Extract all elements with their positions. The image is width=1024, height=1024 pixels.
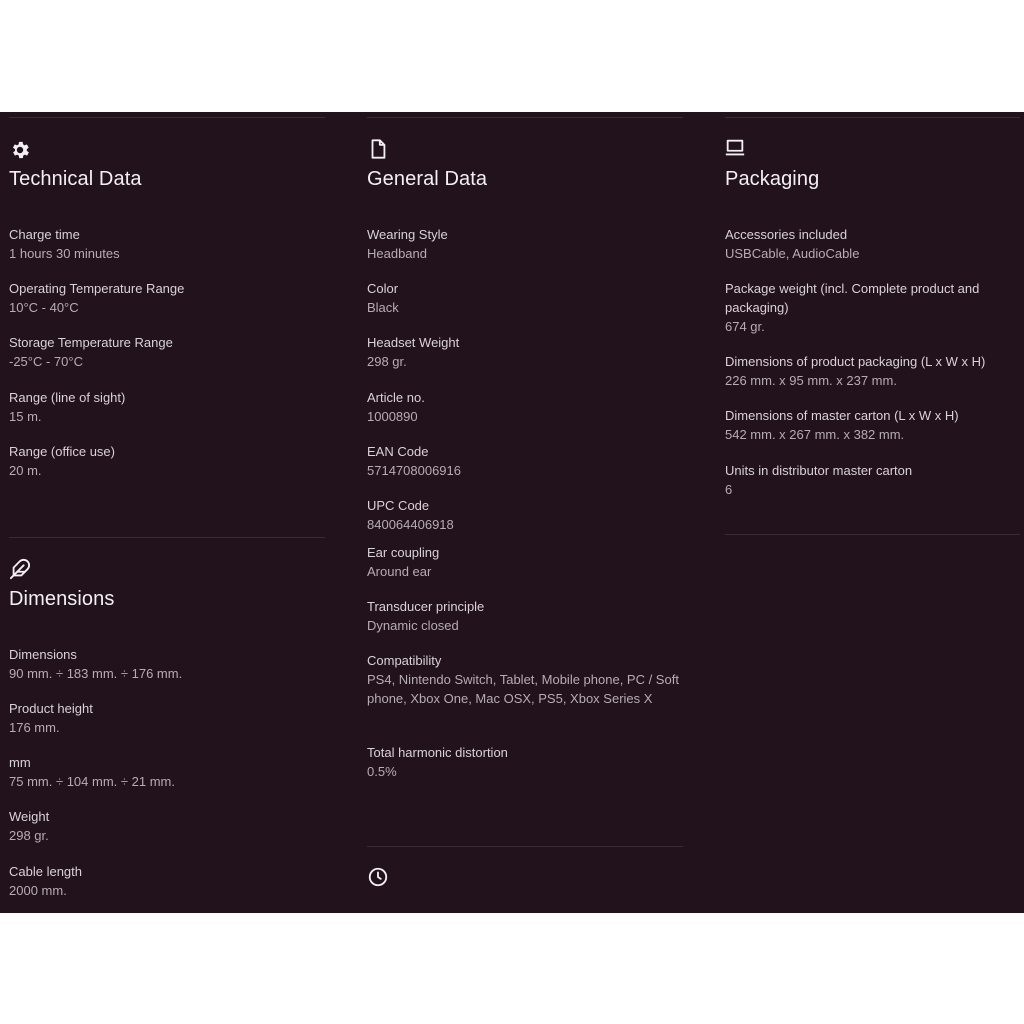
spec-item bbox=[367, 333, 682, 371]
divider bbox=[9, 537, 325, 538]
spec-label: Dimensions of master carton (L x W x H) bbox=[725, 408, 959, 423]
spec-value: 1 hours 30 minutes bbox=[9, 246, 120, 261]
section-title-technical: Technical Data bbox=[9, 168, 142, 190]
spec-item bbox=[9, 225, 324, 263]
spec-value: 2000 mm. bbox=[9, 883, 67, 898]
gear-icon bbox=[9, 139, 31, 161]
spec-label: Product height bbox=[9, 701, 93, 716]
spec-item bbox=[9, 333, 324, 371]
spec-label: Cable length bbox=[9, 864, 82, 879]
spec-value: 176 mm. bbox=[9, 720, 60, 735]
spec-value: 15 m. bbox=[9, 409, 42, 424]
spec-value: 90 mm. ÷ 183 mm. ÷ 176 mm. bbox=[9, 666, 183, 681]
spec-item bbox=[9, 699, 324, 737]
spec-value: Black bbox=[367, 300, 399, 315]
divider bbox=[367, 846, 683, 847]
spec-item bbox=[9, 645, 324, 683]
spec-item bbox=[367, 543, 682, 581]
spec-label: Charge time bbox=[9, 227, 80, 242]
spec-value: 1000890 bbox=[367, 409, 418, 424]
spec-panel bbox=[0, 112, 1024, 913]
spec-value: 75 mm. ÷ 104 mm. ÷ 21 mm. bbox=[9, 774, 175, 789]
spec-item bbox=[9, 862, 324, 900]
spec-item bbox=[367, 225, 682, 263]
spec-item bbox=[367, 442, 682, 480]
spec-value: 6 bbox=[725, 482, 733, 497]
spec-label: Total harmonic distortion bbox=[367, 745, 508, 760]
spec-item bbox=[367, 388, 682, 426]
spec-label: Compatibility bbox=[367, 653, 442, 668]
spec-item bbox=[367, 597, 682, 635]
spec-value: 542 mm. x 267 mm. x 382 mm. bbox=[725, 427, 905, 442]
spec-label: Units in distributor master carton bbox=[725, 463, 913, 478]
spec-label: Storage Temperature Range bbox=[9, 335, 173, 350]
spec-item bbox=[725, 461, 1015, 499]
spec-item bbox=[367, 651, 683, 708]
spec-item bbox=[9, 388, 324, 426]
clock-icon bbox=[367, 866, 389, 888]
spec-item bbox=[725, 352, 1020, 390]
spec-label: Accessories included bbox=[725, 227, 848, 242]
laptop-icon bbox=[724, 137, 746, 159]
spec-value: 298 gr. bbox=[9, 828, 49, 843]
spec-label: Article no. bbox=[367, 390, 425, 405]
spec-value: 840064406918 bbox=[367, 517, 454, 532]
spec-item bbox=[9, 279, 324, 317]
spec-label: Ear coupling bbox=[367, 545, 440, 560]
spec-value: 5714708006916 bbox=[367, 463, 461, 478]
spec-item bbox=[9, 807, 324, 845]
divider bbox=[725, 534, 1020, 535]
spec-value: 20 m. bbox=[9, 463, 42, 478]
spec-item bbox=[9, 753, 324, 791]
spec-item bbox=[367, 743, 682, 781]
spec-value: 0.5% bbox=[367, 764, 397, 779]
spec-label: mm bbox=[9, 755, 31, 770]
spec-item bbox=[367, 279, 682, 317]
spec-value: -25°C - 70°C bbox=[9, 354, 83, 369]
document-icon bbox=[367, 138, 389, 160]
spec-label: Wearing Style bbox=[367, 227, 448, 242]
feather-icon bbox=[9, 558, 31, 580]
spec-label: Range (line of sight) bbox=[9, 390, 126, 405]
spec-label: Color bbox=[367, 281, 399, 296]
divider bbox=[725, 117, 1020, 118]
spec-value: 298 gr. bbox=[367, 354, 407, 369]
spec-item bbox=[725, 406, 1020, 444]
spec-value: PS4, Nintendo Switch, Tablet, Mobile phone, PC / Soft phone, Xbox One, Mac OSX, PS5, Xbox Series X bbox=[367, 672, 679, 706]
spec-label: UPC Code bbox=[367, 498, 430, 513]
spec-item bbox=[725, 279, 1015, 336]
spec-label: Dimensions of product packaging (L x W x H) bbox=[725, 354, 986, 369]
spec-item bbox=[725, 225, 1015, 263]
spec-label: Weight bbox=[9, 809, 50, 824]
spec-label: Transducer principle bbox=[367, 599, 485, 614]
spec-value: Dynamic closed bbox=[367, 618, 459, 633]
spec-label: Package weight (incl. Complete product and packaging) bbox=[725, 281, 980, 315]
divider bbox=[367, 117, 683, 118]
spec-label: EAN Code bbox=[367, 444, 429, 459]
spec-value: 674 gr. bbox=[725, 319, 765, 334]
spec-label: Headset Weight bbox=[367, 335, 460, 350]
spec-value: USBCable, AudioCable bbox=[725, 246, 860, 261]
spec-value: 226 mm. x 95 mm. x 237 mm. bbox=[725, 373, 897, 388]
spec-value: Headband bbox=[367, 246, 427, 261]
divider bbox=[9, 117, 325, 118]
spec-label: Range (office use) bbox=[9, 444, 115, 459]
section-title-packaging: Packaging bbox=[725, 168, 820, 190]
section-title-dimensions: Dimensions bbox=[9, 588, 115, 610]
section-title-general: General Data bbox=[367, 168, 488, 190]
spec-item bbox=[367, 496, 682, 534]
spec-item bbox=[9, 442, 324, 480]
spec-label: Dimensions bbox=[9, 647, 77, 662]
spec-value: Around ear bbox=[367, 564, 432, 579]
spec-label: Operating Temperature Range bbox=[9, 281, 185, 296]
spec-value: 10°C - 40°C bbox=[9, 300, 79, 315]
